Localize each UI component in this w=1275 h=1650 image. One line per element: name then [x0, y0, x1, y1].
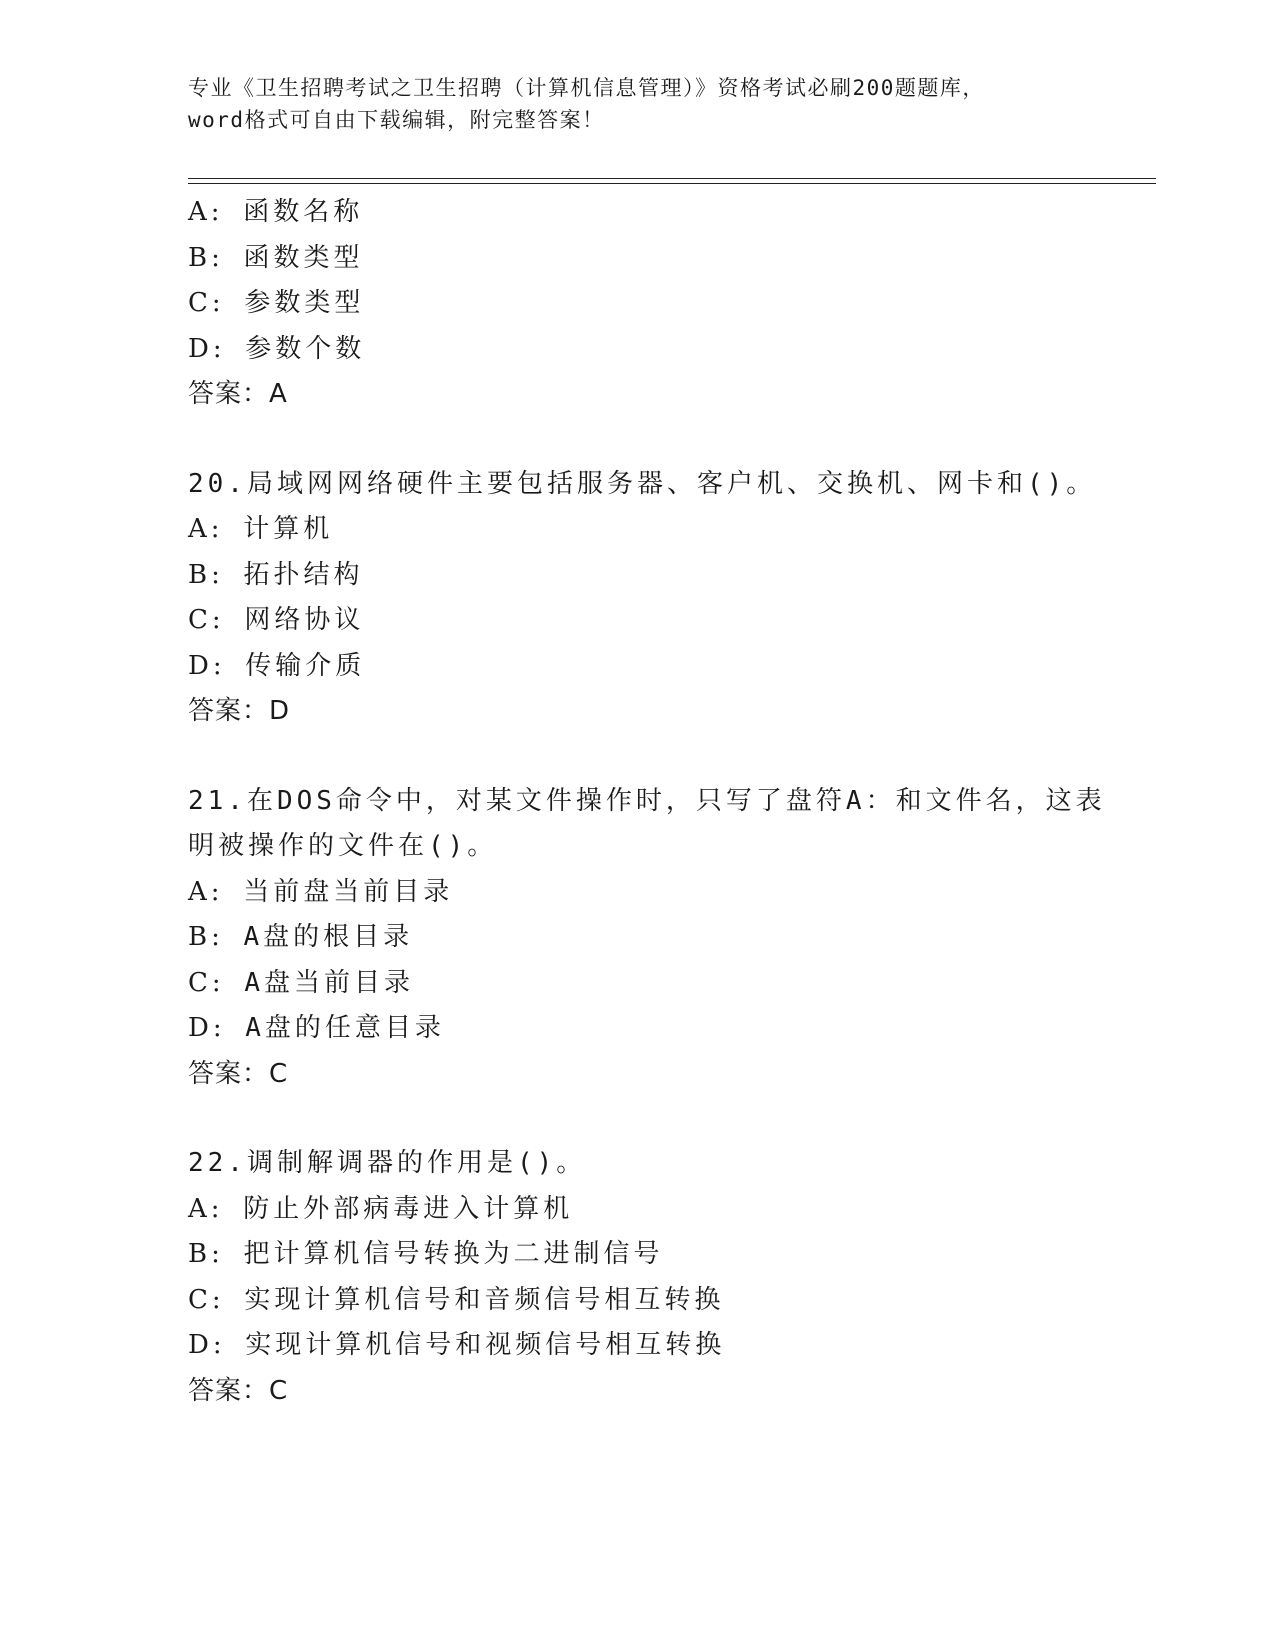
option-text: 传输介质	[245, 650, 366, 681]
answer-option	[188, 961, 1148, 1007]
option-text: A盘的任意目录	[245, 1013, 445, 1043]
header-title-line-2: word格式可自由下载编辑，附完整答案！	[188, 108, 605, 132]
option-letter: B:	[188, 1239, 224, 1269]
answer-option	[188, 190, 1148, 236]
option-text: 函数类型	[243, 242, 364, 273]
answer-option	[188, 1323, 1148, 1369]
question-block	[188, 779, 1148, 1098]
answer-option	[188, 553, 1148, 599]
option-text: 计算机	[243, 514, 334, 544]
question-block	[188, 462, 1148, 735]
option-letter: A:	[188, 1193, 224, 1224]
answer-key: 答案：A	[188, 379, 288, 409]
question-block	[188, 190, 1148, 418]
answer-option	[188, 327, 1148, 373]
answer-option	[188, 281, 1148, 327]
question-stem-line: 20.局域网网络硬件主要包括服务器、客户机、交换机、网卡和()。	[188, 468, 1097, 499]
question-stem-line: 21.在DOS命令中，对某文件操作时，只写了盘符A：和文件名，这表	[188, 785, 1106, 816]
option-text: 参数类型	[244, 288, 365, 318]
option-letter: A:	[188, 514, 224, 544]
question-stem-line: 22.调制解调器的作用是()。	[188, 1148, 587, 1178]
answer-option	[188, 598, 1148, 644]
option-letter: B:	[188, 242, 224, 273]
option-text: 网络协议	[244, 605, 365, 635]
answer-option	[188, 915, 1148, 961]
option-letter: C:	[188, 288, 225, 318]
header-title-line-1: 专业《卫生招聘考试之卫生招聘（计算机信息管理）》资格考试必刷200题题库，	[188, 76, 985, 100]
option-text: 实现计算机信号和音频信号相互转换	[244, 1284, 725, 1315]
option-letter: A:	[188, 876, 224, 907]
answer-option	[188, 644, 1148, 690]
option-text: A盘的根目录	[243, 922, 414, 952]
answer-option	[188, 870, 1148, 916]
option-letter: C:	[188, 605, 225, 635]
answer-option	[188, 1278, 1148, 1324]
question-list	[188, 190, 1148, 1458]
option-text: 防止外部病毒进入计算机	[243, 1193, 574, 1224]
answer-option	[188, 236, 1148, 282]
answer-key: 答案：C	[188, 1375, 289, 1406]
option-text: 拓扑结构	[243, 559, 364, 590]
question-block	[188, 1141, 1148, 1414]
answer-key: 答案：C	[188, 1058, 289, 1089]
option-letter: C:	[188, 967, 225, 998]
option-letter: A:	[188, 197, 224, 227]
option-letter: C:	[188, 1284, 225, 1315]
option-text: 当前盘当前目录	[243, 876, 454, 907]
option-letter: B:	[188, 922, 224, 952]
option-letter: D:	[188, 1013, 226, 1043]
option-text: 函数名称	[243, 197, 364, 227]
option-letter: D:	[188, 333, 226, 364]
option-text: 参数个数	[245, 333, 366, 364]
answer-option	[188, 1187, 1148, 1233]
answer-option	[188, 1232, 1148, 1278]
option-letter: D:	[188, 650, 226, 681]
answer-option	[188, 507, 1148, 553]
answer-option	[188, 1006, 1148, 1052]
option-letter: D:	[188, 1330, 226, 1360]
question-stem-line: 明被操作的文件在()。	[188, 831, 498, 861]
option-text: 把计算机信号转换为二进制信号	[243, 1239, 664, 1269]
option-letter: B:	[188, 559, 224, 590]
option-text: A盘当前目录	[244, 967, 414, 998]
header-divider	[188, 178, 1156, 184]
answer-key: 答案：D	[188, 696, 291, 726]
option-text: 实现计算机信号和视频信号相互转换	[245, 1330, 726, 1360]
document-header	[188, 72, 1088, 136]
